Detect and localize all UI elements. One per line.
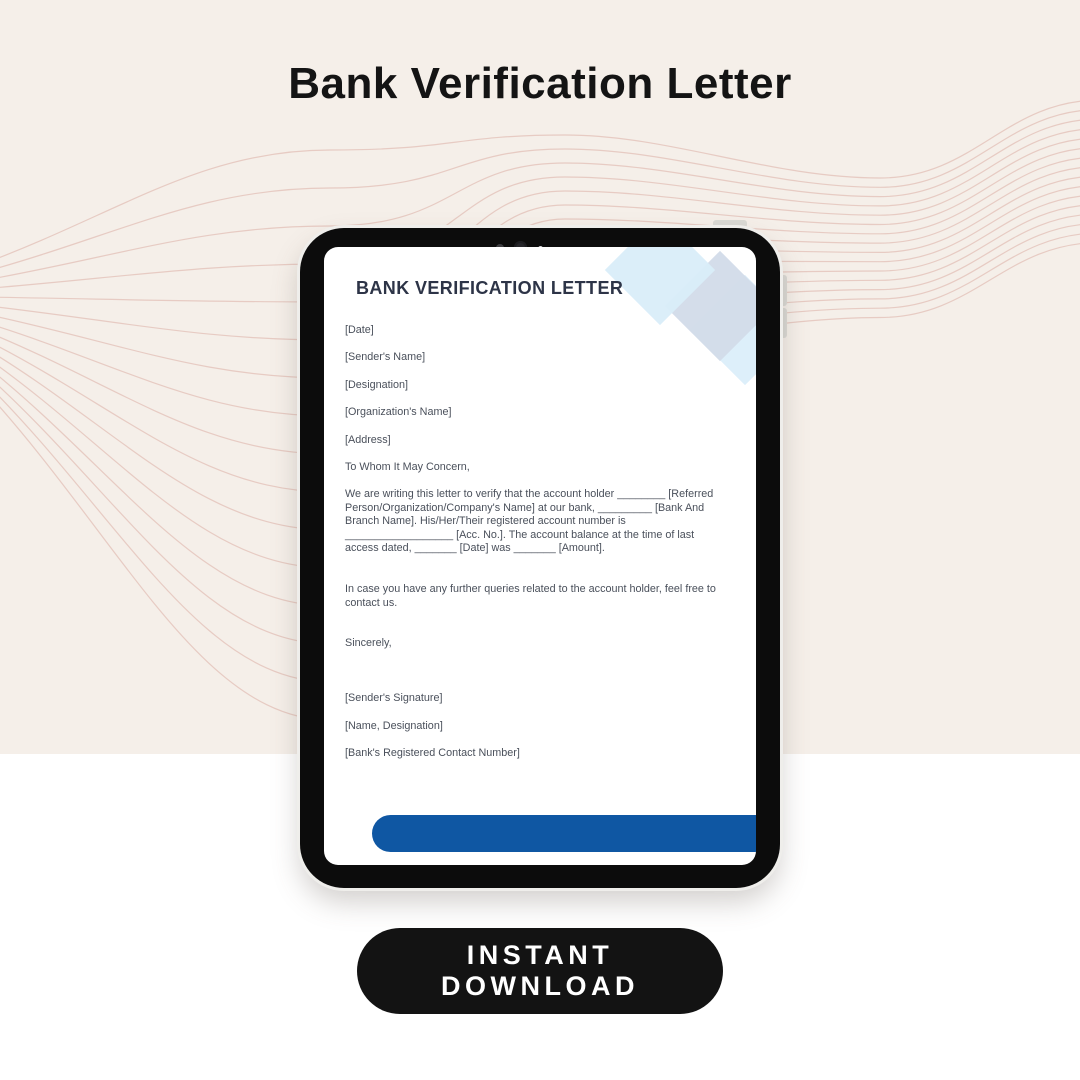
tablet-screen [324,247,756,865]
placeholder-organization-name: [Organization's Name] [345,406,452,419]
tablet-mockup [297,225,783,891]
letter-heading: BANK VERIFICATION LETTER [356,278,624,298]
tablet-volume-down-button [779,308,787,338]
letter-signature-block [345,692,730,759]
tablet-power-button [713,220,747,228]
placeholder-sender-name: [Sender's Name] [345,351,426,364]
placeholder-name-designation: [Name, Designation] [345,719,443,732]
placeholder-sender-signature: [Sender's Signature] [345,692,443,705]
letter-document [324,247,756,759]
placeholder-bank-contact-number: [Bank's Registered Contact Number] [345,746,520,759]
letter-note-paragraph: In case you have any further queries related to the account holder, feel free to contact us. [345,582,716,609]
tablet-bezel [300,228,780,888]
placeholder-date: [Date] [345,324,374,336]
placeholder-designation: [Designation] [345,378,409,391]
instant-download-button[interactable]: INSTANT DOWNLOAD [357,928,723,1014]
letter-salutation: To Whom It May Concern, [345,460,470,473]
tablet-volume-up-button [779,275,787,306]
letter-meta-block [345,324,730,446]
accent-bar [372,815,756,852]
letter-body-paragraph: We are writing this letter to verify that the account holder ________ [Referred Person/Organization/Company's Name] at our bank, _________ [Bank And Branch Name]. His/Her/Their registered account number is __________________ [Acc. No.]. The account balance at the time of last access dated, _______ [Date] was _______ [Amount]. [345,487,714,555]
letter-signoff: Sincerely, [345,637,392,650]
placeholder-address: [Address] [345,433,391,446]
page-title: Bank Verification Letter [288,59,792,108]
